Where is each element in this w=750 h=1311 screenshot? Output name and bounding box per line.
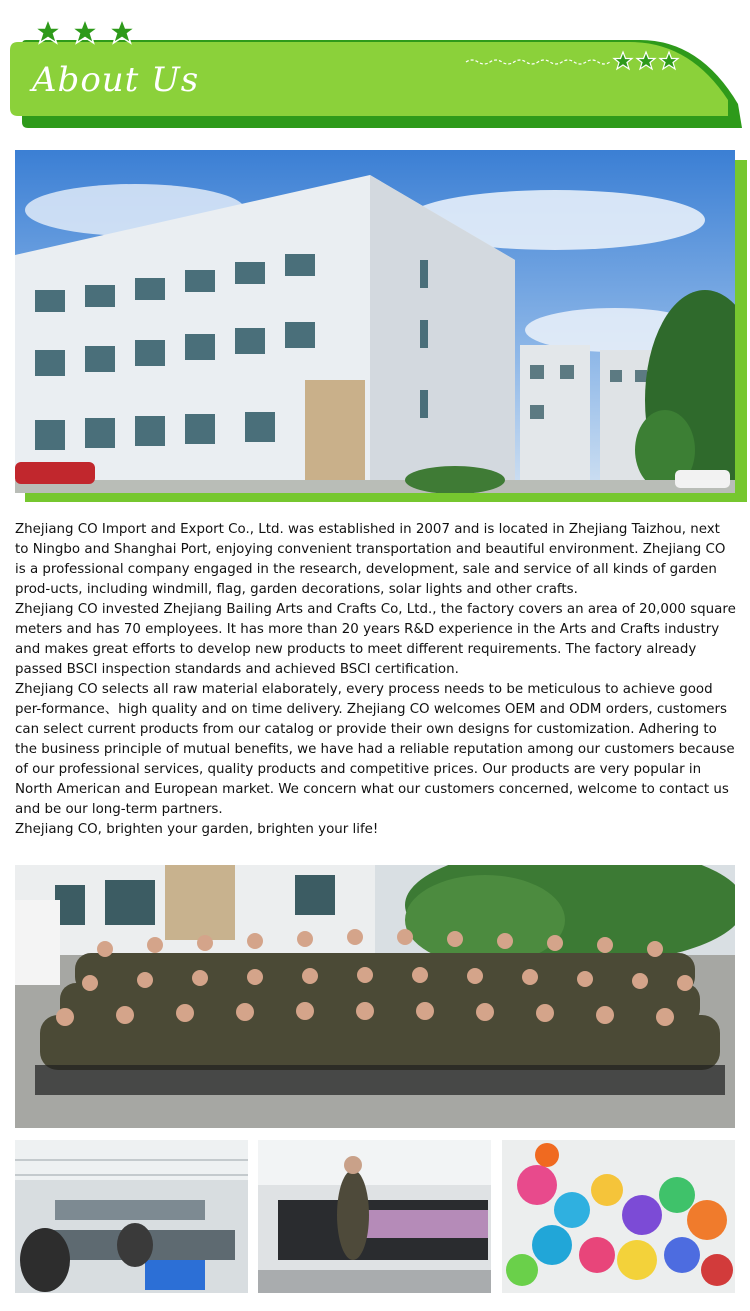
about-paragraph: Zhejiang CO selects all raw material elaborately, every process needs to be meticulous to achieve good per-formance、high quality and on time delivery. Zhejiang CO welcomes OEM and ODM orders, customers can select current products from our catalog or provide their own designs for customization. Adhering to the business principle of mutual benefits, we have had a reliable reputation among our customers because of our professional services, quality products and competitive prices. Our products are very popular in North American and European market. We concern what our customers concerned, welcome to contact us and be our long-term partners. [15, 682, 735, 817]
star-icon [109, 19, 135, 43]
star-icon [72, 19, 98, 43]
factory-building-photo [15, 150, 735, 493]
windmill-showroom-photo [502, 1140, 735, 1293]
about-paragraph: Zhejiang CO invested Zhejiang Bailing Arts and Crafts Co, Ltd., the factory covers an area of 20,000 square meters and has 70 employees. It has more than 20 years R&D experience in the Arts and Crafts industry and makes great efforts to develop new products to meet different requirements. The factory already passed BSCI inspection standards and achieved BSCI certification. [15, 602, 736, 677]
about-slogan: Zhejiang CO, brighten your garden, brighten your life! [15, 822, 379, 837]
star-icon [35, 19, 61, 43]
about-description [15, 520, 737, 840]
team-group-photo [15, 865, 735, 1128]
about-us-banner [0, 0, 750, 140]
about-paragraph: Zhejiang CO Import and Export Co., Ltd. was established in 2007 and is located in Zhejiang Taizhou, next to Ningbo and Shanghai Port, enjoying convenient transportation and beautiful environment. Zhejiang CO is a professional company engaged in the research, development, sale and service of all kinds of garden prod-ucts, including windmill, flag, garden decorations, solar lights and other crafts. [15, 522, 726, 597]
page-title: About Us [32, 60, 200, 100]
printing-machine-photo [258, 1140, 491, 1293]
sewing-workshop-photo [15, 1140, 248, 1293]
